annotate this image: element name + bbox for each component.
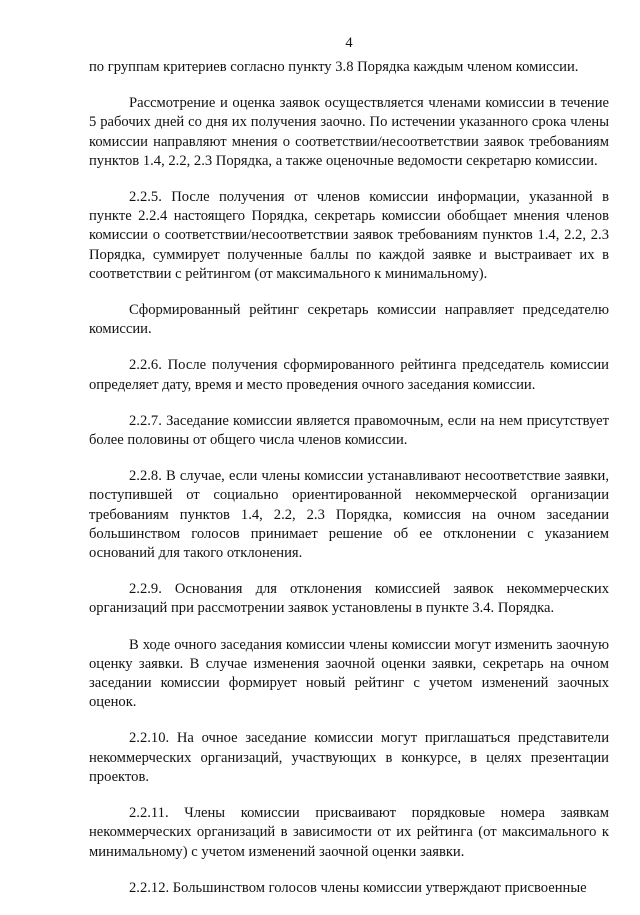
paragraph-2-2-8: 2.2.8. В случае, если члены комиссии устанавливают несоответствие заявки, поступившей от социально ориентированной некоммерческой организации требованиям пунктов 1.4, 2.2, 2.3 Порядка, комиссия на очном заседании большинством голосов принимает решение об ее отклонении с указанием оснований для такого отклонения.: [89, 468, 609, 562]
paragraph-2-2-6: 2.2.6. После получения сформированного рейтинга председатель комиссии определяет дату, время и место проведения очного заседания комиссии.: [89, 357, 609, 393]
paragraph-review-procedure: Рассмотрение и оценка заявок осуществляется членами комиссии в течение 5 рабочих дней со дня их получения заочно. По истечении указанного срока члены комиссии направляют мнения о соответствии/несоответствии заявок требованиям пунктов 1.4, 2.2, 2.3 Порядка, а также оценочные ведомости секретарю комиссии.: [89, 95, 609, 169]
paragraph-2-2-7: 2.2.7. Заседание комиссии является правомочным, если на нем присутствует более половины от общего числа членов комиссии.: [89, 412, 609, 449]
document-page: [89, 34, 609, 915]
paragraph-2-2-11: 2.2.11. Члены комиссии присваивают порядковые номера заявкам некоммерческих организаций в зависимости от их рейтинга (от максимального к минимальному) с учетом изменений заочной оценки заявки.: [89, 805, 609, 860]
paragraph-2-2-12: 2.2.12. Большинством голосов члены комиссии утверждают присвоенные: [129, 879, 587, 896]
paragraph-2-2-5: 2.2.5. После получения от членов комиссии информации, указанной в пункте 2.2.4 настоящего Порядка, секретарь комиссии обобщает мнения членов комиссии о соответствии/несоответствии заявок требованиям пунктов 1.4, 2.2, 2.3 Порядка, суммирует полученные баллы по каждой заявке и выстраивает их в соответствии с рейтингом (от максимального к минимальному).: [89, 189, 609, 282]
paragraph-continuation: по группам критериев согласно пункту 3.8 Порядка каждым членом комиссии.: [89, 59, 579, 75]
paragraph-score-change: В ходе очного заседания комиссии члены комиссии могут изменить заочную оценку заявки. В случае изменения заочной оценки заявки, секретарь на очном заседании комиссии формирует новый рейтинг с учетом изменений заочных оценок.: [89, 636, 609, 711]
paragraph-rating-sent: Сформированный рейтинг секретарь комиссии направляет председателю комиссии.: [89, 302, 609, 338]
paragraph-2-2-9: 2.2.9. Основания для отклонения комиссией заявок некоммерческих организаций при рассмотрении заявок установлены в пункте 3.4. Порядка.: [89, 581, 609, 617]
page-number: 4: [345, 35, 353, 51]
paragraph-2-2-10: 2.2.10. На очное заседание комиссии могут приглашаться представители некоммерческих организаций, участвующих в конкурсе, в целях презентации проектов.: [89, 730, 609, 785]
